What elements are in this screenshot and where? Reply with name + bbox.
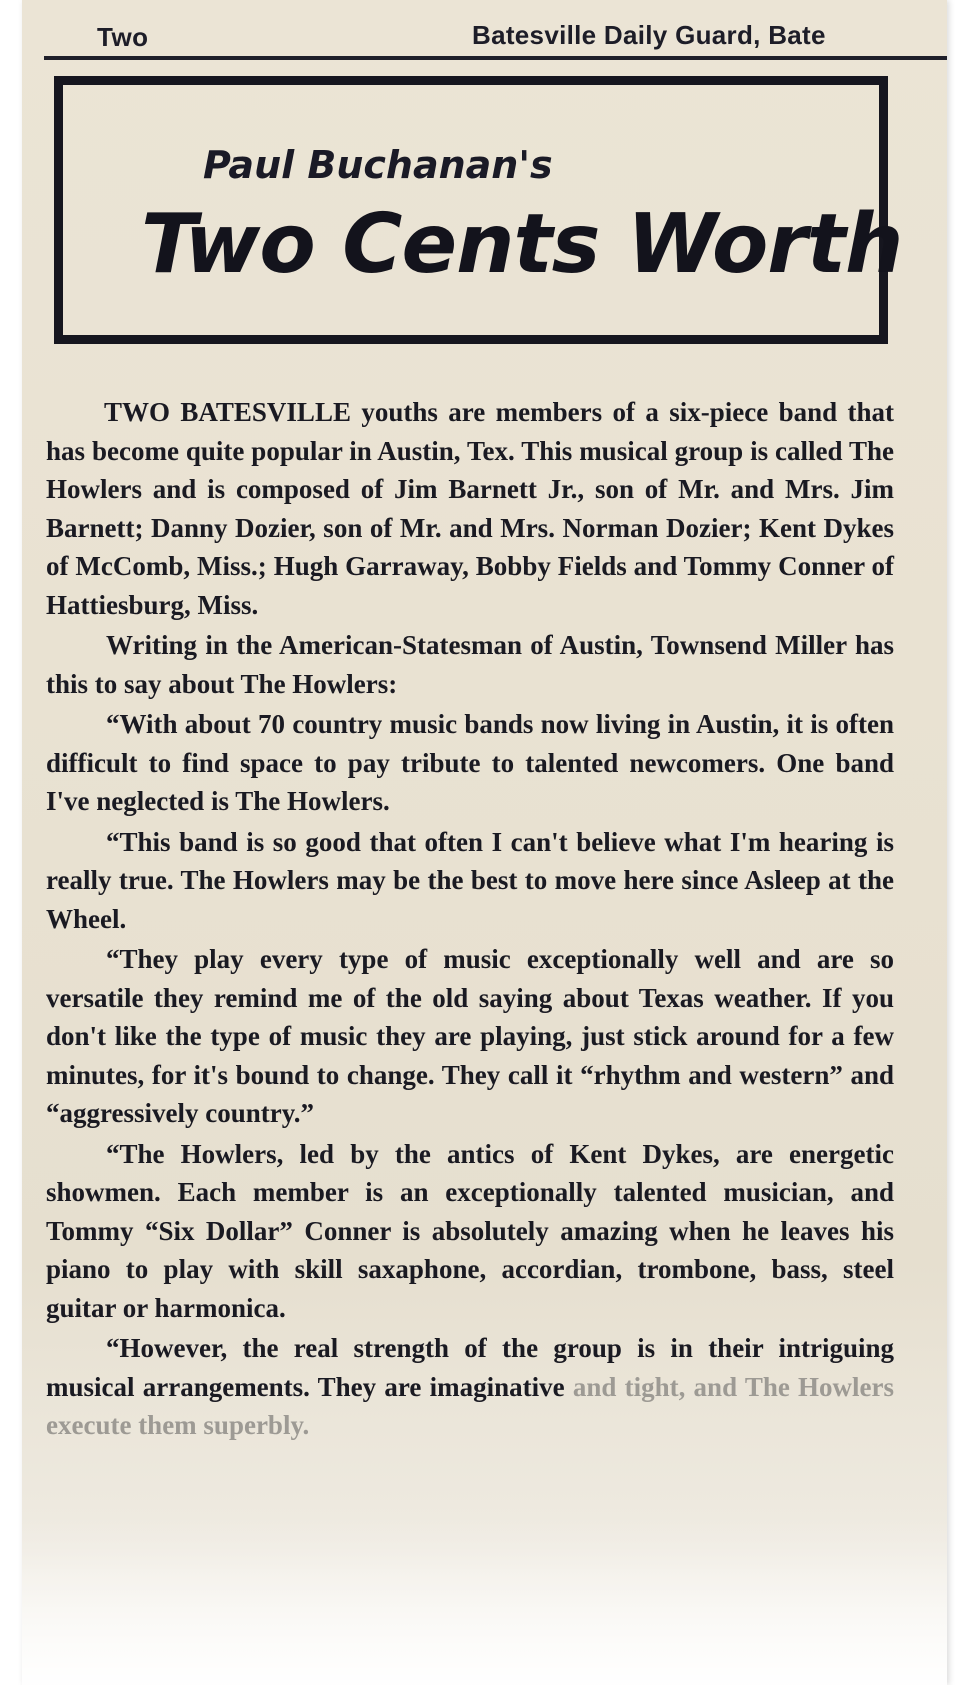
column-title: Two Cents Worth	[141, 197, 903, 292]
article-paragraph: “With about 70 country music bands now living in Austin, it is often difficult to find space to pay tribute to talented newcomers. One band I've neglected is The Howlers.	[46, 709, 894, 816]
page-number: Two	[97, 22, 149, 52]
page-header	[22, 14, 947, 64]
faded-text: and tight, and The Howlers execute them superbly.	[46, 1371, 895, 1440]
article-paragraph: “This band is so good that often I can't believe what I'm hearing is really true. The Howlers may be the best to move here since Asleep at the Wheel.	[46, 826, 894, 934]
header-rule	[44, 56, 947, 60]
article-paragraph: “The Howlers, led by the antics of Kent Dykes, are energetic showmen. Each member is an exceptionally talented musician, and Tommy “Six Dollar” Conner is absolutely amazing when he leaves his piano to play with skill saxaphone, accordian, trombone, bass, steel guitar or harmonica.	[46, 1138, 894, 1323]
newspaper-clipping	[22, 0, 947, 1685]
article-paragraph	[46, 1329, 894, 1445]
article-paragraph: Writing in the American-Statesman of Austin, Townsend Miller has this to say about The Howlers:	[46, 630, 894, 699]
article-paragraph: TWO BATESVILLE youths are members of a six-piece band that has become quite popular in Austin, Tex. This musical group is called The Howlers and is composed of Jim Barnett Jr., son of Mr. and Mrs. Jim Barnett; Danny Dozier, son of Mr. and Mrs. Norman Dozier; Kent Dykes of McComb, Miss.; Hugh Garraway, Bobby Fields and Tommy Conner of Hattiesburg, Miss.	[46, 397, 894, 620]
article-body	[46, 393, 894, 1445]
article-paragraph: “They play every type of music exceptionally well and are so versatile they remind me of the old saying about Texas weather. If you don't like the type of music they are playing, just stick around for a few minutes, for it's bound to change. They call it “rhythm and western” and “aggressively country.”	[46, 944, 894, 1128]
column-masthead-box	[54, 76, 903, 344]
column-byline: Paul Buchanan's	[203, 143, 553, 187]
article-paragraph-text: “However, the real strength of the group is in their intriguing musical arrangements. They are imaginative	[46, 1333, 894, 1402]
newspaper-name: Batesville Daily Guard, Bate	[472, 20, 826, 50]
